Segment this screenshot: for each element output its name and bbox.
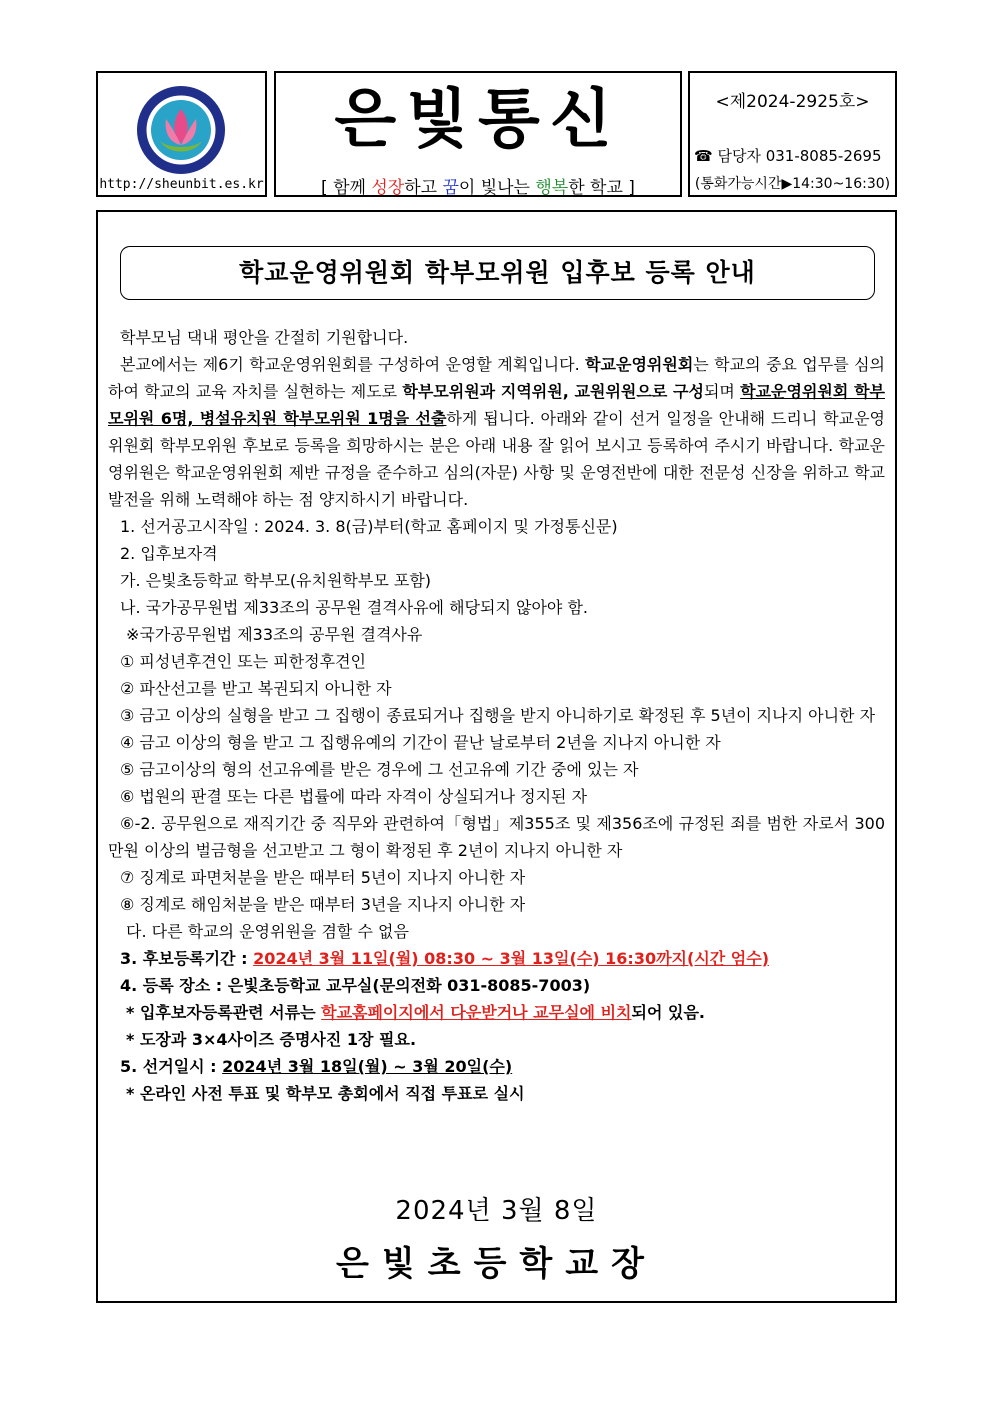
notice-title: 학교운영위원회 학부모위원 입후보 등록 안내 — [120, 246, 875, 300]
newsletter-title: 은빛통신 — [334, 83, 622, 157]
document-date: 2024년 3월 8일 — [395, 1196, 598, 1226]
logo-box — [96, 71, 267, 197]
item-election-date: 5. 선거일시 : 2024년 3월 18일(월) ~ 3월 20일(수) — [120, 1057, 513, 1076]
disqualification-item: ⑥ 법원의 판결 또는 다른 법률에 따라 자격이 상실되거나 정지된 자 — [120, 787, 588, 806]
eligibility-b: 나. 국가공무원법 제33조의 공무원 결격사유에 해당되지 않아야 함. — [120, 598, 588, 617]
disqualification-item: ⑧ 징계로 해임처분을 받은 때부터 3년을 지나지 아니한 자 — [120, 895, 526, 914]
school-url-link[interactable]: http://sheunbit.es.kr — [99, 177, 264, 192]
issue-info-box — [688, 71, 897, 197]
item-eligibility: 2. 입후보자격 — [120, 544, 218, 563]
notice-content — [108, 324, 885, 1107]
eligibility-c: 다. 다른 학교의 운영위원을 겸할 수 없음 — [126, 922, 409, 941]
election-note: * 온라인 사전 투표 및 학부모 총회에서 직접 투표로 실시 — [126, 1084, 525, 1103]
disqualification-item: ① 피성년후견인 또는 피한정후견인 — [120, 652, 366, 671]
issue-number: <제2024-2925호> — [715, 92, 870, 112]
school-logo-icon — [136, 85, 226, 175]
registration-note-documents: * 입후보자등록관련 서류는 학교홈페이지에서 다운받거나 교무실에 비치되어 있음. — [126, 1003, 705, 1022]
greeting: 학부모님 댁내 평안을 간절히 기원합니다. — [120, 328, 409, 347]
contact-phone: ☎ 담당자 031-8085-2695 — [694, 147, 882, 165]
disqualification-item: ⑥-2. 공무원으로 재직기간 중 직무와 관련하여「형법」제355조 및 제356조에 규정된 죄를 범한 자로서 300만원 이상의 벌금형을 선고받고 그 형이 확정된 후 2년이 지나지 아니한 자 — [108, 814, 885, 860]
intro-paragraph: 본교에서는 제6기 학교운영위원회를 구성하여 운영할 계획입니다. 학교운영위원회는 학교의 중요 업무를 심의하여 학교의 교육 자치를 실현하는 제도로 학부모위원과 지역위원, 교원위원으로 구성되며 학교운영위원회 학부모위원 6명, 병설유치원 학부모위원 1명을 선출하게 됩니다. 아래와 같이 선거 일정을 안내해 드리니 학교운영위원회 학부모위원 후보로 등록을 희망하시는 분은 아래 내용 잘 읽어 보시고 등록하여 주시기 바랍니다. 학교운영위원은 학교운영위원회 제반 규정을 준수하고 심의(자문) 사항 및 운영전반에 대한 전문성 신장을 위하고 학교 발전을 위해 노력해야 하는 점 양지하시기 바랍니다. — [108, 355, 885, 509]
disqualification-item: ③ 금고 이상의 실형을 받고 그 집행이 종료되거나 집행을 받지 아니하기로 확정된 후 5년이 지나지 아니한 자 — [120, 706, 876, 725]
call-hours: (통화가능시간▶14:30~16:30) — [694, 176, 891, 192]
eligibility-a: 가. 은빛초등학교 학부모(유치원학부모 포함) — [120, 571, 432, 590]
disqualification-item: ② 파산선고를 받고 복권되지 아니한 자 — [120, 679, 392, 698]
principal-signature: 은빛초등학교장 — [336, 1244, 657, 1284]
newsletter-title-box — [274, 71, 682, 197]
item-registration-place: 4. 등록 장소 : 은빛초등학교 교무실(문의전화 031-8085-7003) — [120, 976, 591, 995]
notice-body-box — [96, 210, 897, 1303]
registration-note-photo: * 도장과 3×4사이즈 증명사진 1장 필요. — [126, 1030, 417, 1049]
item-registration-period: 3. 후보등록기간 : 2024년 3월 11일(월) 08:30 ~ 3월 13일(수) 16:30까지(시간 엄수) — [120, 949, 770, 968]
disqualification-note: ※국가공무원법 제33조의 공무원 결격사유 — [126, 625, 423, 644]
disqualification-item: ⑦ 징계로 파면처분을 받은 때부터 5년이 지나지 아니한 자 — [120, 868, 526, 887]
item-announcement-date: 1. 선거공고시작일 : 2024. 3. 8(금)부터(학교 홈페이지 및 가정통신문) — [120, 517, 618, 536]
disqualification-item: ⑤ 금고이상의 형의 선고유예를 받은 경우에 그 선고유예 기간 중에 있는 자 — [120, 760, 639, 779]
school-slogan: [ 함께 성장하고 꿈이 빛나는 행복한 학교 ] — [321, 178, 635, 198]
disqualification-item: ④ 금고 이상의 형을 받고 그 집행유예의 기간이 끝난 날로부터 2년을 지나지 아니한 자 — [120, 733, 721, 752]
